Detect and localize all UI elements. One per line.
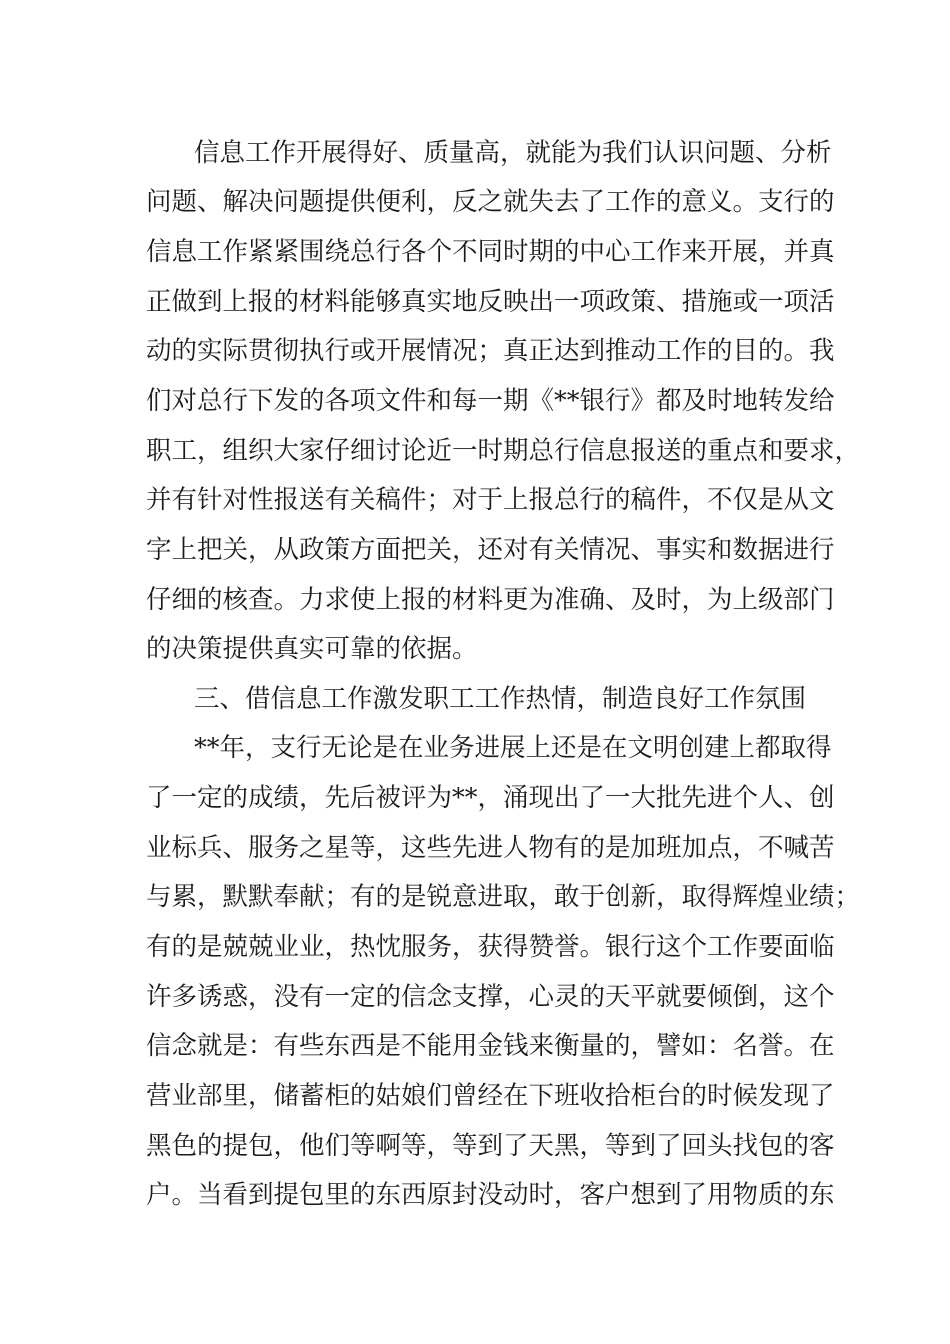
paragraph-1-line-6: 们对总行下发的各项文件和每一期《**银行》都及时地转发给	[146, 386, 835, 416]
paragraph-1-line-2: 问题、解决问题提供便利，反之就失去了工作的意义。支行的	[146, 187, 835, 217]
paragraph-1-line-11: 的决策提供真实可靠的依据。	[146, 634, 478, 664]
paragraph-2-line-8: 营业部里，储蓄柜的姑娘们曾经在下班收拾柜台的时候发现了	[146, 1081, 835, 1111]
paragraph-1-line-3: 信息工作紧紧围绕总行各个不同时期的中心工作来开展，并真	[146, 237, 835, 267]
paragraph-2-line-2: 了一定的成绩，先后被评为**，涌现出了一大批先进个人、创	[146, 783, 835, 813]
paragraph-1-line-5: 动的实际贯彻执行或开展情况；真正达到推动工作的目的。我	[146, 336, 835, 366]
paragraph-2-line-3: 业标兵、服务之星等，这些先进人物有的是加班加点，不喊苦	[146, 833, 835, 863]
paragraph-2-line-1: **年，支行无论是在业务进展上还是在文明创建上都取得	[194, 733, 832, 763]
section-heading: 三、借信息工作激发职工工作热情，制造良好工作氛围	[194, 684, 807, 714]
paragraph-2-line-10: 户。当看到提包里的东西原封没动时，客户想到了用物质的东	[146, 1180, 835, 1210]
paragraph-2-line-9: 黑色的提包，他们等啊等，等到了天黑，等到了回头找包的客	[146, 1131, 835, 1161]
paragraph-2-line-5: 有的是兢兢业业，热忱服务，获得赞誉。银行这个工作要面临	[146, 932, 835, 962]
paragraph-2-line-4: 与累，默默奉献；有的是锐意进取，敢于创新，取得辉煌业绩；	[146, 882, 861, 912]
paragraph-1-line-8: 并有针对性报送有关稿件；对于上报总行的稿件，不仅是从文	[146, 485, 835, 515]
paragraph-1-line-4: 正做到上报的材料能够真实地反映出一项政策、措施或一项活	[146, 287, 835, 317]
paragraph-1-line-7: 职工，组织大家仔细讨论近一时期总行信息报送的重点和要求，	[146, 436, 861, 466]
paragraph-2-line-7: 信念就是：有些东西是不能用金钱来衡量的，譬如：名誉。在	[146, 1031, 835, 1061]
paragraph-1-line-9: 字上把关，从政策方面把关，还对有关情况、事实和数据进行	[146, 535, 835, 565]
paragraph-2-line-6: 许多诱惑，没有一定的信念支撑，心灵的天平就要倾倒，这个	[146, 982, 835, 1012]
paragraph-1-line-1: 信息工作开展得好、质量高，就能为我们认识问题、分析	[194, 138, 832, 168]
paragraph-1-line-10: 仔细的核查。力求使上报的材料更为准确、及时，为上级部门	[146, 585, 835, 615]
